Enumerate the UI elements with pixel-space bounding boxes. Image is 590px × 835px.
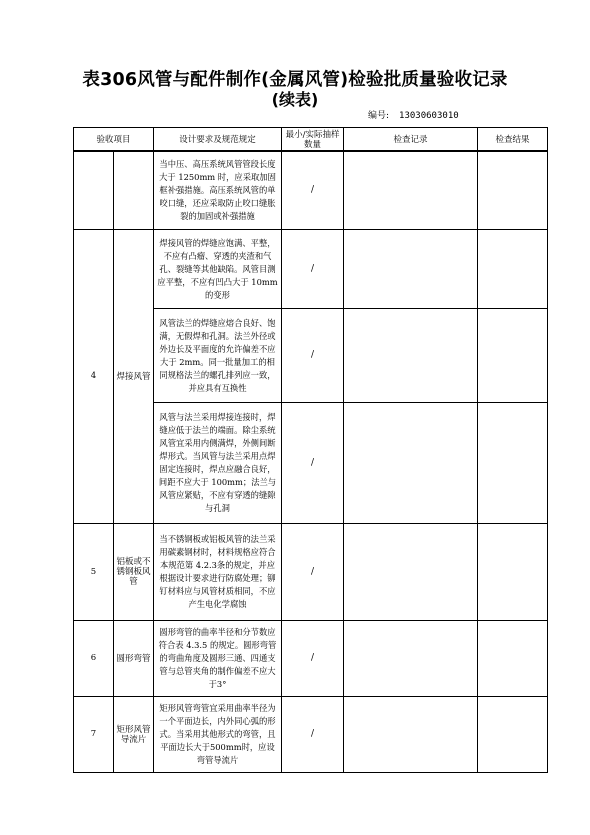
table-row [74,151,548,230]
row-result[interactable] [478,524,548,621]
col-header-record: 检查记录 [344,128,478,152]
row-requirement: 风管法兰的焊缝应熔合良好、饱满，无假焊和孔洞。法兰外径或外边长及平面度的允许偏差不应大于 2mm。同一批量加工的相同规格法兰的螺孔排列应一致，并应具有互换性 [154,309,282,403]
row-no: 7 [74,697,114,773]
row-requirement: 焊接风管的焊缝应饱满、平整，不应有凸瘤、穿透的夹渣和气孔、裂缝等其他缺陷。风管目测应平整，不应有凹凸大于 10mm 的变形 [154,230,282,309]
row-result[interactable] [478,621,548,697]
col-header-result: 检查结果 [478,128,548,152]
row-no: 6 [74,621,114,697]
table-header-row [74,128,548,152]
table-row [74,230,548,309]
row-record[interactable] [344,621,478,697]
row-record[interactable] [344,230,478,309]
row-sample: / [282,621,344,697]
table-row [74,524,548,621]
row-sample: / [282,524,344,621]
row-result[interactable] [478,151,548,230]
row-requirement: 风管与法兰采用焊接连接时，焊缝应低于法兰的端面。除尘系统风管宜采用内侧满焊，外侧间断焊形式。当风管与法兰采用点焊固定连接时，焊点应融合良好，间距不应大于 100mm；法兰与风管应紧贴，不应有穿透的缝隙与孔洞 [154,403,282,524]
serial-label: 编号: [368,111,390,121]
row-record[interactable] [344,403,478,524]
row-sample: / [282,151,344,230]
col-header-item: 验收项目 [74,128,154,152]
row-no [74,151,114,230]
row-requirement: 当中压、高压系统风管管段长度大于 1250mm 时，应采取加固框补强措施。高压系统风管的单咬口缝，还应采取防止咬口缝胀裂的加固或补强措施 [154,151,282,230]
row-requirement: 当不锈钢板或铝板风管的法兰采用碳素钢材时，材料规格应符合本规范第 4.2.3条的规定，并应根据设计要求进行防腐处理；铆钉材料应与风管材质相同，不应产生电化学腐蚀 [154,524,282,621]
col-header-sample: 最小/实际抽样数量 [282,128,344,152]
row-item: 铝板或不锈钢板风管 [114,524,154,621]
page-title: 表306风管与配件制作(金属风管)检验批质量验收记录 [82,70,508,90]
row-item: 焊接风管 [114,230,154,524]
page-subtitle: (续表) [271,90,319,109]
row-item [114,151,154,230]
col-header-design: 设计要求及规范规定 [154,128,282,152]
serial-value: 13030603010 [399,111,459,121]
row-sample: / [282,403,344,524]
row-result[interactable] [478,697,548,773]
table-row [74,697,548,773]
row-result[interactable] [478,230,548,309]
row-sample: / [282,309,344,403]
row-sample: / [282,230,344,309]
row-record[interactable] [344,524,478,621]
row-record[interactable] [344,309,478,403]
row-record[interactable] [344,697,478,773]
row-result[interactable] [478,403,548,524]
serial-number [368,108,459,121]
row-no: 4 [74,230,114,524]
row-record[interactable] [344,151,478,230]
table-row [74,621,548,697]
row-item: 矩形风管导流片 [114,697,154,773]
row-result[interactable] [478,309,548,403]
row-no: 5 [74,524,114,621]
inspection-table-body [73,150,548,773]
inspection-table [73,127,548,152]
row-item: 圆形弯管 [114,621,154,697]
row-requirement: 矩形风管弯管宜采用曲率半径为一个平面边长，内外同心弧的形式。当采用其他形式的弯管，且平面边长大于500mm时，应设弯管导流片 [154,697,282,773]
row-sample: / [282,697,344,773]
row-requirement: 圆形弯管的曲率半径和分节数应符合表 4.3.5 的规定。圆形弯管的弯曲角度及圆形三通、四通支管与总管夹角的制作偏差不应大于3° [154,621,282,697]
